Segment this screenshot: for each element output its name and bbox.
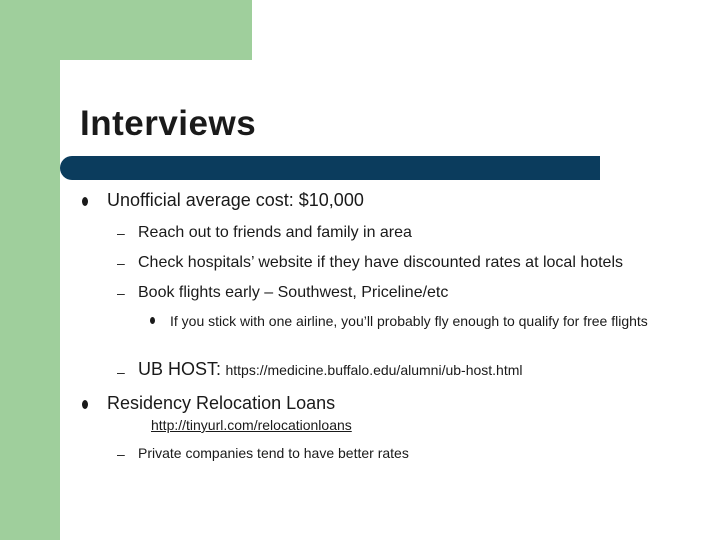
dash-icon: – [117,255,125,271]
relocation-loans-link[interactable]: http://tinyurl.com/relocationloans [151,417,352,433]
sub-bullet-check-hospitals: Check hospitals’ website if they have discounted rates at local hotels [138,254,624,271]
sub-sub-bullet-airline: If you stick with one airline, you’ll probably fly enough to qualify for free flights [170,313,648,329]
decorative-green-bar-left [0,0,60,540]
sub-bullet-book-flights: Book flights early – Southwest, Priceline/etc [138,284,449,301]
decorative-corner-curve [60,60,100,100]
dash-icon: – [117,364,125,380]
bullet-cost: Unofficial average cost: $10,000 [107,190,364,210]
ub-host-url[interactable]: https://medicine.buffalo.edu/alumni/ub-host.html [225,362,523,378]
bullet-icon [82,197,88,206]
ub-host-label: UB HOST: [138,359,222,379]
title-underline-bar [60,156,600,180]
dash-icon: – [117,225,125,241]
dash-icon: – [117,446,125,462]
dash-icon: – [117,285,125,301]
sub-bullet-reach-out: Reach out to friends and family in area [138,224,412,241]
bullet-icon [150,317,155,324]
sub-bullet-private-companies: Private companies tend to have better rates [138,445,409,461]
bullet-relocation-loans: Residency Relocation Loans [107,393,336,413]
bullet-icon [82,400,88,409]
sub-bullet-ub-host [138,359,523,380]
slide-title: Interviews [80,104,257,143]
